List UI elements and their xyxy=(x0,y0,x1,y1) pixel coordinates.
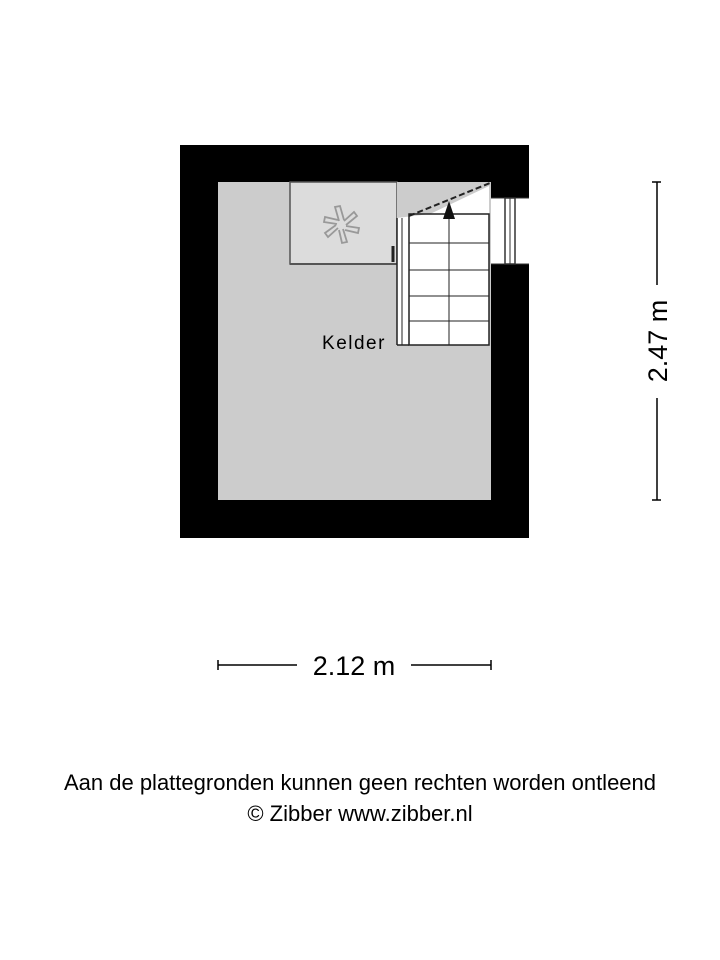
width-dimension-label: 2.12 m xyxy=(312,651,396,681)
utility-fixture xyxy=(290,182,397,264)
window xyxy=(491,198,529,264)
width-dimension xyxy=(218,651,491,681)
height-dimension xyxy=(643,182,673,500)
room-label: Kelder xyxy=(322,333,386,354)
copyright-text: © Zibber www.zibber.nl xyxy=(247,801,473,826)
disclaimer-text: Aan de plattegronden kunnen geen rechten worden ontleend xyxy=(63,770,657,795)
staircase xyxy=(397,182,490,345)
height-dimension-label: 2.47 m xyxy=(643,299,673,383)
